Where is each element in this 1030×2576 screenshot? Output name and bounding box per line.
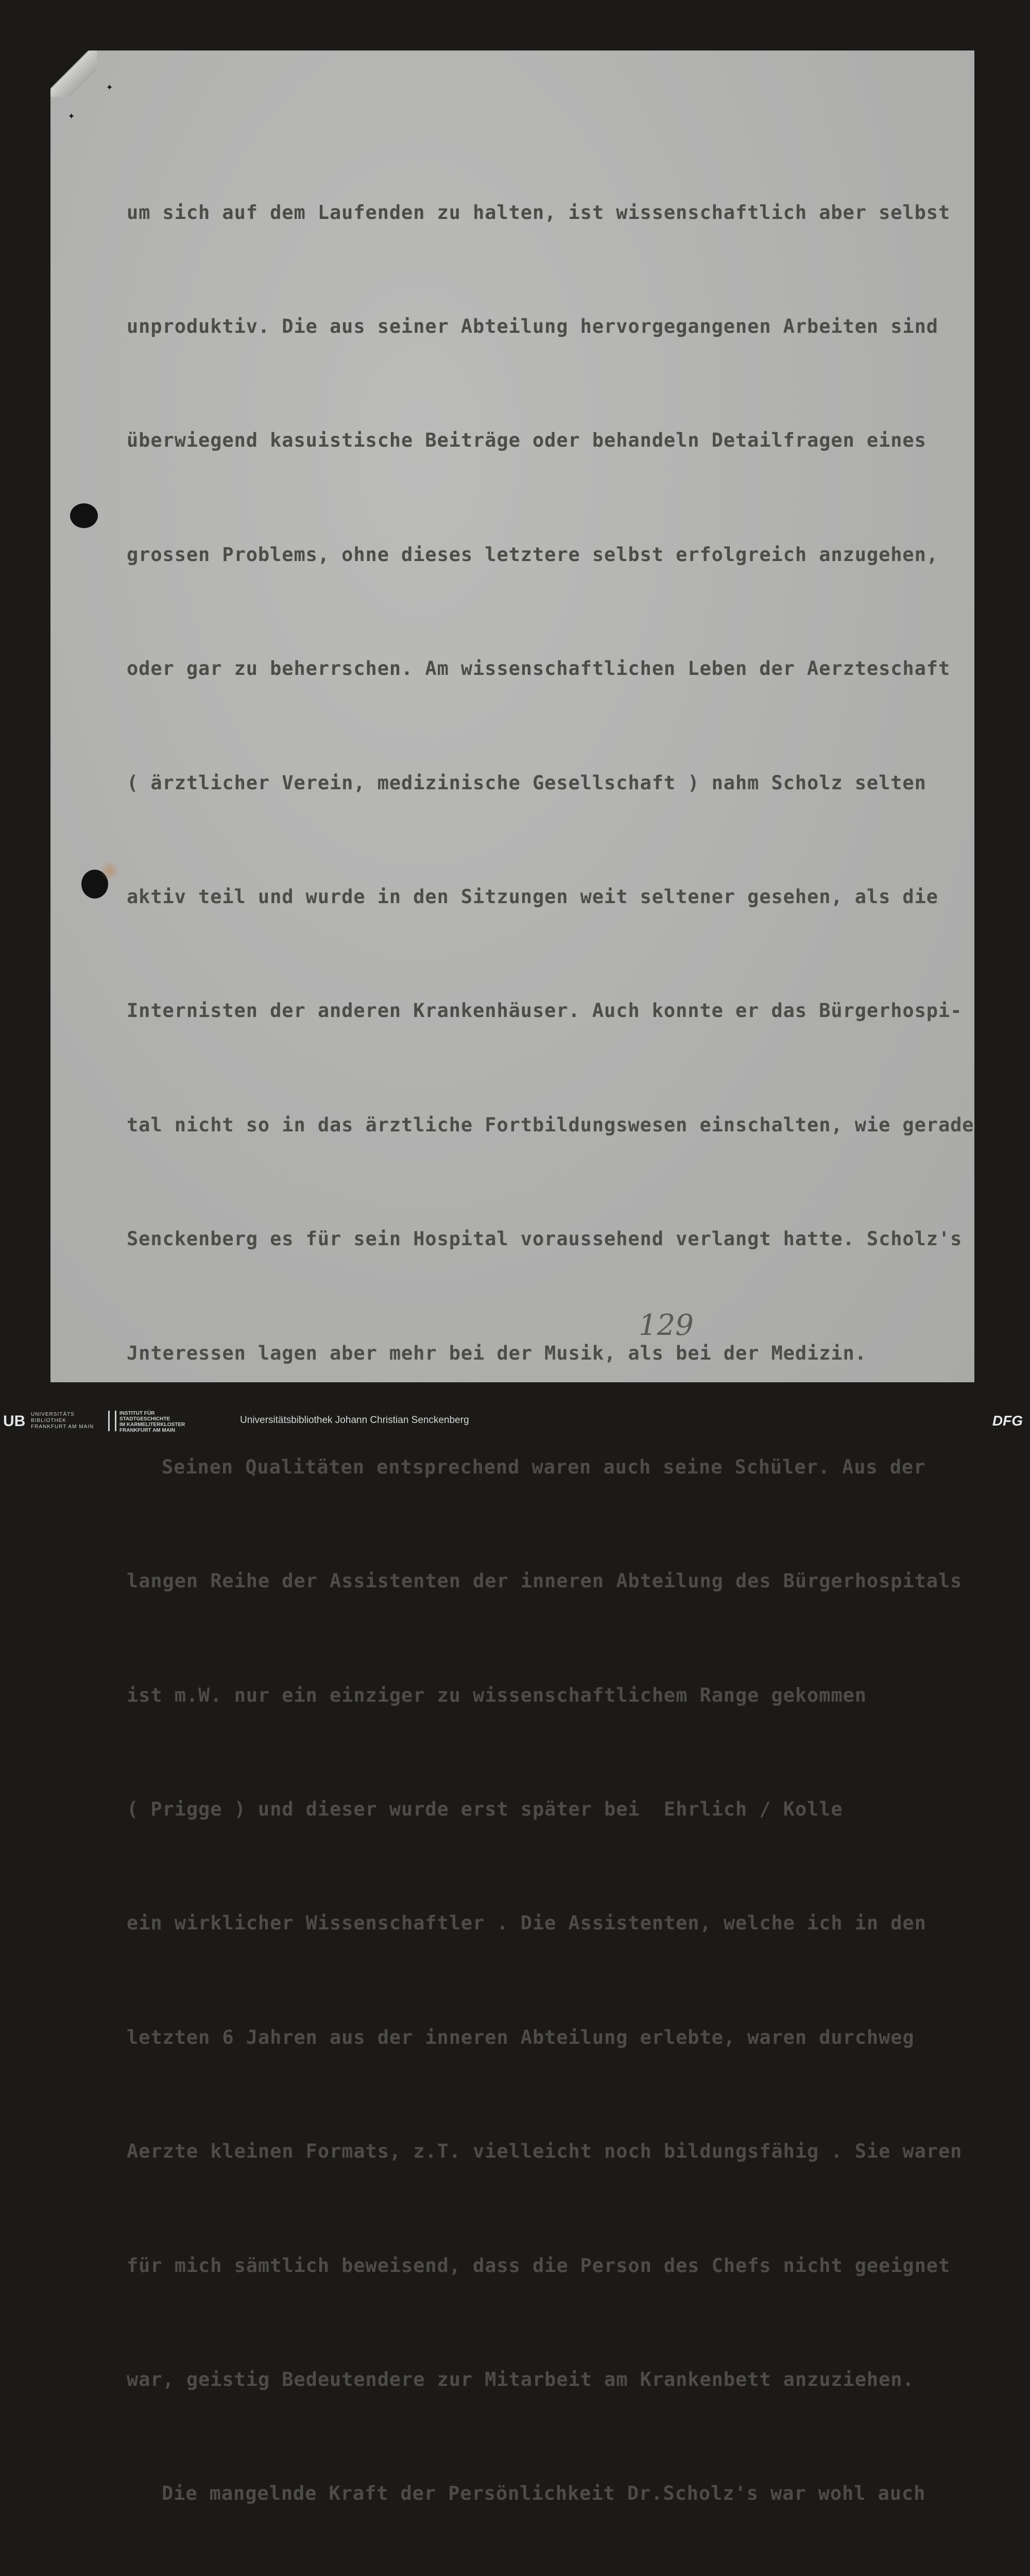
text-line: Die mangelnde Kraft der Persönlichkeit Dr.Scholz's war wohl auch — [162, 2482, 926, 2505]
text-line: um sich auf dem Laufenden zu halten, ist wissenschaftlich aber selbst — [127, 201, 951, 224]
text-line: Internisten der anderen Krankenhäuser. Auch konnte er das Bürgerhospi- — [127, 999, 963, 1022]
text-line: Senckenberg es für sein Hospital voraussehend verlangt hatte. Scholz's — [127, 1228, 963, 1250]
page-folio: 129 — [639, 1309, 694, 1342]
rust-stain — [101, 859, 118, 882]
text-line: langen Reihe der Assistenten der inneren Abteilung des Bürgerhospitals — [127, 1570, 963, 1592]
text-line: Seinen Qualitäten entsprechend waren auch seine Schüler. Aus der — [162, 1455, 926, 1478]
text-line: Jnteressen lagen aber mehr bei der Musik, als bei der Medizin. — [127, 1342, 867, 1364]
institute-logo[interactable]: INSTITUT FÜR STADTGESCHICHTE IM KARMELITERKLOSTER FRANKFURT AM MAIN — [119, 1411, 185, 1433]
text-line: unproduktiv. Die aus seiner Abteilung hervorgegangenen Arbeiten sind — [127, 315, 938, 337]
footer-bar — [0, 1409, 1030, 1434]
text-line: aktiv teil und wurde in den Sitzungen weit seltener gesehen, als die — [127, 885, 938, 908]
punch-hole — [70, 503, 98, 528]
text-line: ein wirklicher Wissenschaftler . Die Assistenten, welche ich in den — [127, 1912, 926, 1935]
text-line: ( Prigge ) und dieser wurde erst später bei Ehrlich / Kolle — [127, 1798, 843, 1821]
text-line: tal nicht so in das ärztliche Fortbildungswesen einschalten, wie gerade — [127, 1113, 974, 1136]
text-line: überwiegend kasuistische Beiträge oder behandeln Detailfragen eines — [127, 429, 926, 452]
folded-corner — [50, 50, 97, 97]
ink-speck: ✦ — [68, 109, 75, 122]
text-line: ist m.W. nur ein einziger zu wissenschaftlichem Range gekommen — [127, 1684, 867, 1706]
text-line: Aerzte kleinen Formats, z.T. vielleicht noch bildungsfähig . Sie waren — [127, 2140, 963, 2163]
dfg-logo[interactable]: DFG — [992, 1413, 1023, 1429]
text-line: letzten 6 Jahren aus der inneren Abteilung erlebte, waren durchweg — [127, 2026, 915, 2048]
library-caption: Universitätsbibliothek Johann Christian Senckenberg — [240, 1415, 469, 1426]
text-line: war, geistig Bedeutendere zur Mitarbeit am Krankenbett anzuziehen. — [127, 2368, 915, 2391]
ink-speck: ✦ — [106, 80, 113, 93]
ub-logo-subtitle: UNIVERSITÄTS BIBLIOTHEK FRANKFURT AM MAIN — [31, 1412, 94, 1430]
text-line: grossen Problems, ohne dieses letztere selbst erfolgreich anzugehen, — [127, 543, 938, 566]
text-line: für mich sämtlich beweisend, dass die Person des Chefs nicht geeignet — [127, 2254, 951, 2277]
typewritten-text — [127, 117, 974, 2576]
text-line: oder gar zu beherrschen. Am wissenschaftlichen Leben der Aerzteschaft — [127, 657, 951, 680]
ub-logo[interactable]: UB — [3, 1413, 26, 1430]
text-line: ( ärztlicher Verein, medizinische Gesellschaft ) nahm Scholz selten — [127, 771, 926, 794]
institute-logo-icon — [108, 1411, 116, 1431]
